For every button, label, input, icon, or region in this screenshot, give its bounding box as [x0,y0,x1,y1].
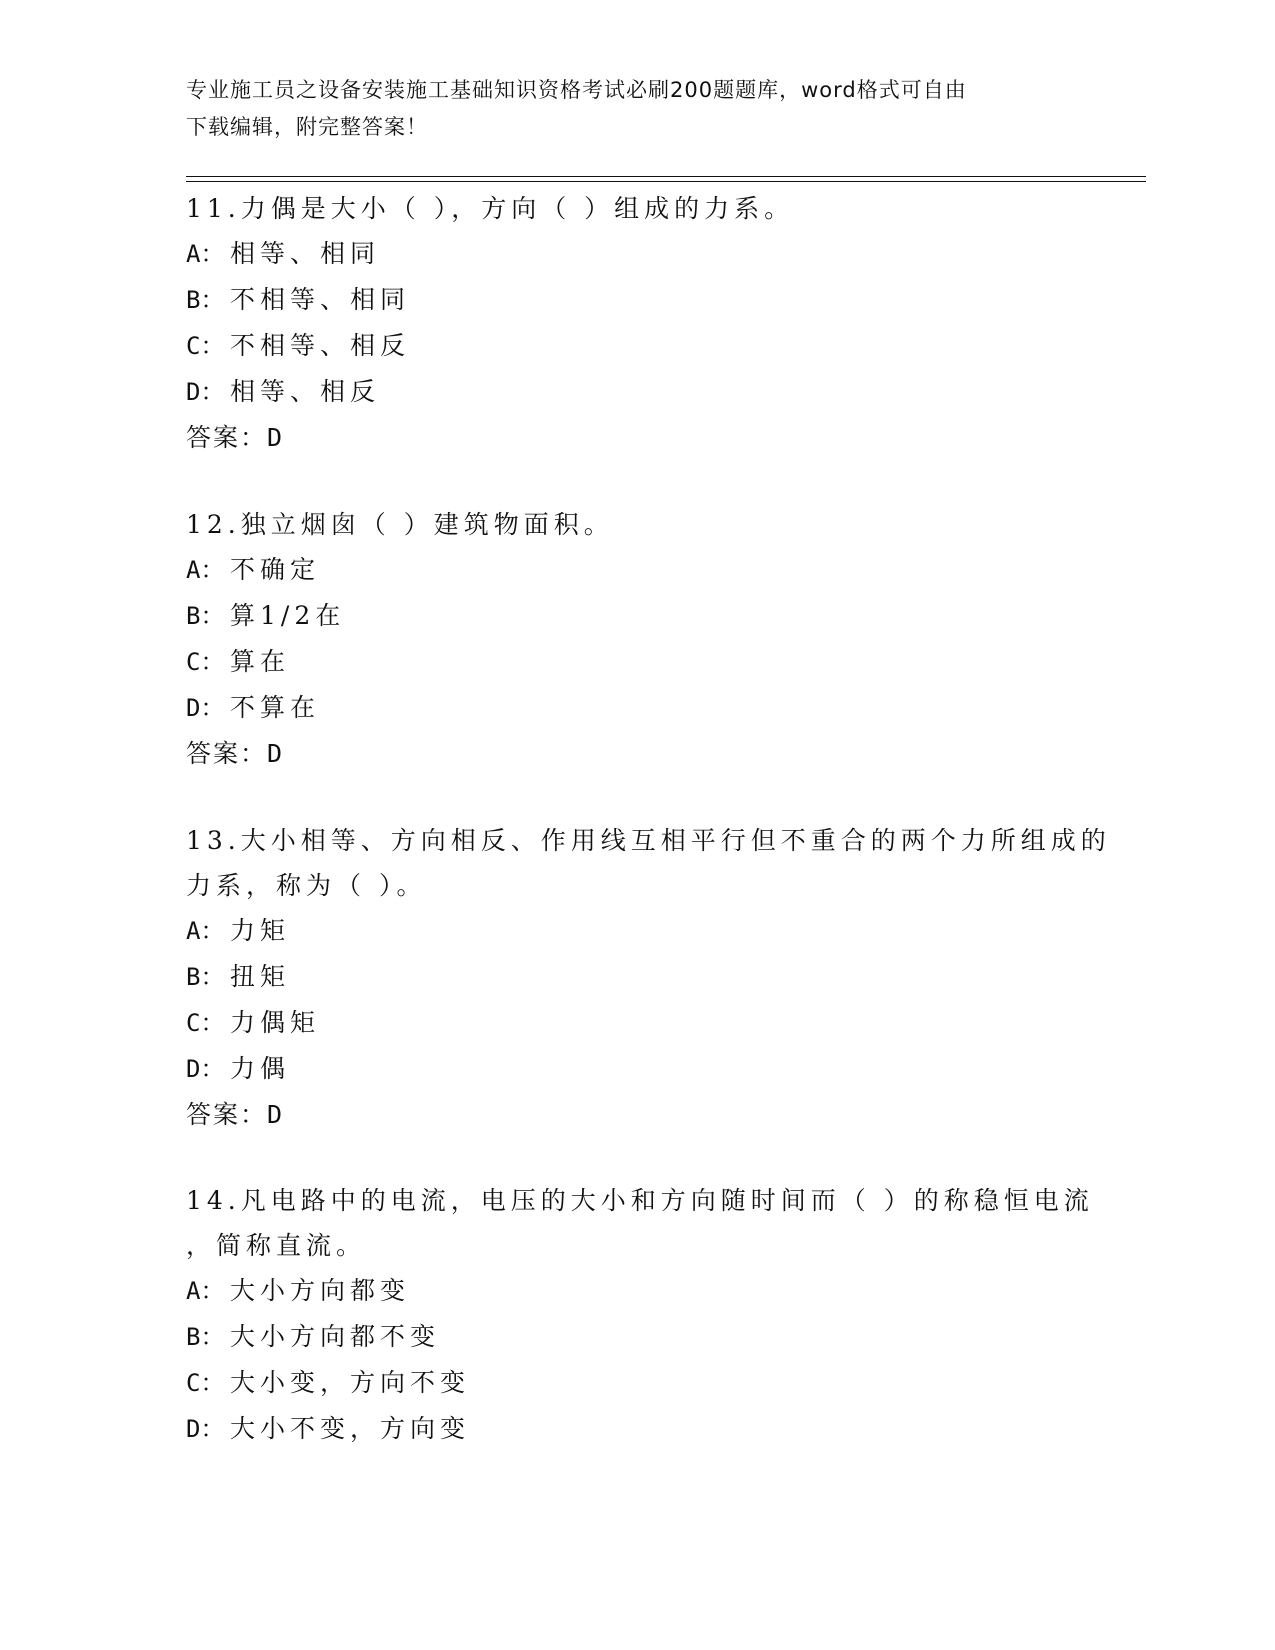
header-divider-bottom [186,181,1146,182]
option-text: 大小变，方向不变 [230,1368,471,1397]
question-number: 13. [186,826,241,855]
option-a [186,908,1086,954]
question-stem [186,818,1111,863]
option-text: 不相等、相同 [230,285,411,314]
option-letter: C： [186,1369,225,1397]
option-text: 算1/2在 [230,601,346,630]
option-letter: C： [186,1009,225,1037]
option-b [186,1314,1086,1360]
option-text: 不算在 [230,693,321,722]
option-letter: B： [186,602,225,630]
option-text: 力矩 [230,916,291,945]
option-text: 大小方向都变 [230,1276,411,1305]
answer-line [186,415,1086,460]
option-text: 相等、相同 [230,239,381,268]
option-b [186,593,1086,639]
question-number: 14. [186,1186,241,1215]
option-text: 力偶矩 [230,1008,321,1037]
question-number: 12. [186,510,241,539]
option-a [186,1268,1086,1314]
question-text-line-1: 独立烟囱（ ）建筑物面积。 [240,510,614,539]
option-letter: A： [186,917,225,945]
answer-label: 答案： [186,423,268,452]
option-letter: C： [186,648,225,676]
option-letter: D： [186,1055,225,1083]
question-stem [186,502,1086,547]
option-c [186,323,1086,369]
option-text: 算在 [230,647,291,676]
option-b [186,954,1086,1000]
option-c [186,639,1086,685]
question-text-line-1: 大小相等、方向相反、作用线互相平行但不重合的两个力所组成的 [240,826,1111,855]
option-letter: A： [186,240,225,268]
option-a [186,547,1086,593]
option-d [186,1406,1086,1452]
option-b [186,277,1086,323]
answer-line [186,1092,1086,1137]
question-14 [186,1178,1094,1452]
option-letter: B： [186,286,225,314]
option-d [186,369,1086,415]
option-text: 扭矩 [230,962,291,991]
header-line-1: 专业施工员之设备安装施工基础知识资格考试必刷200题题库，word格式可自由 [186,78,967,102]
answer-label: 答案： [186,1100,268,1129]
question-text-line-1: 凡电路中的电流，电压的大小和方向随时间而（ ）的称稳恒电流 [240,1186,1094,1215]
header-divider-top [186,176,1146,177]
document-header [186,72,1066,146]
option-text: 不相等、相反 [230,331,411,360]
option-c [186,1360,1086,1406]
option-letter: B： [186,1323,225,1351]
question-number: 11. [186,194,241,223]
question-11 [186,186,1086,460]
option-d [186,1046,1086,1092]
option-letter: A： [186,1277,225,1305]
header-line-2: 下载编辑，附完整答案！ [186,115,428,139]
answer-label: 答案： [186,739,268,768]
option-text: 相等、相反 [230,377,381,406]
answer-line [186,731,1086,776]
question-text-line-1: 力偶是大小（ ），方向（ ）组成的力系。 [240,194,795,223]
option-text: 大小不变，方向变 [230,1414,471,1443]
answer-value: D [267,1100,283,1129]
answer-value: D [267,423,283,452]
option-letter: D： [186,694,225,722]
option-text: 不确定 [230,555,321,584]
question-13 [186,818,1111,1137]
option-letter: C： [186,332,225,360]
option-c [186,1000,1086,1046]
option-a [186,231,1086,277]
option-text: 大小方向都不变 [230,1322,441,1351]
question-12 [186,502,1086,776]
option-d [186,685,1086,731]
question-stem [186,186,1086,231]
option-letter: A： [186,556,225,584]
option-letter: D： [186,378,225,406]
option-letter: D： [186,1415,225,1443]
question-text-line-2: ，简称直流。 [186,1231,367,1260]
question-text-line-2: 力系，称为（ ）。 [186,871,427,900]
question-stem [186,1178,1094,1223]
option-letter: B： [186,963,225,991]
option-text: 力偶 [230,1054,291,1083]
answer-value: D [267,739,283,768]
